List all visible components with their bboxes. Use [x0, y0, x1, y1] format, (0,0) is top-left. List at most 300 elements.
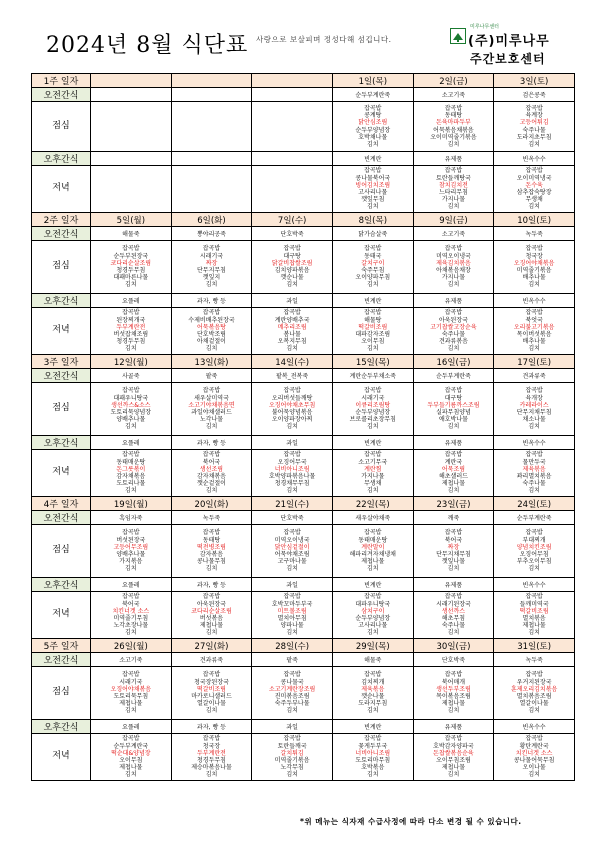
- lunch-row: [32, 383, 575, 436]
- morning-snack: 소고기죽: [91, 653, 172, 667]
- dish-item: 잡곡밥: [122, 529, 140, 537]
- main-dish: 어묵볶음탕: [196, 323, 226, 331]
- lunch-menu: [332, 667, 413, 720]
- main-dish: 계란말이: [361, 543, 385, 551]
- dish-item: 노각무침: [280, 764, 304, 772]
- afternoon-snack: 과자, 빵 등: [171, 294, 252, 308]
- morning-snack: 견과류죽: [171, 653, 252, 667]
- main-dish: 두부계란전: [196, 749, 226, 757]
- lunch-row: [32, 667, 575, 720]
- dish-item: 깻잎지: [202, 274, 221, 282]
- dinner-menu: [494, 592, 575, 639]
- dish-item: 오리버섯들깨탕: [271, 394, 313, 402]
- dish-item: 김치: [528, 487, 540, 495]
- lunch-menu: [494, 383, 575, 436]
- dish-item: 대구탕: [283, 252, 301, 260]
- dish-item: 김치: [125, 487, 137, 495]
- morning-snack: 계란순두부채소죽: [332, 369, 413, 383]
- afternoon-snack: 빈계란: [332, 578, 413, 592]
- dish-item: 제승마볶음나물: [191, 764, 232, 772]
- main-dish: 어묵조림: [441, 465, 466, 473]
- lunch-menu: [413, 383, 494, 436]
- dish-item: 김치: [367, 565, 379, 573]
- dish-item: 잡곡밥: [283, 671, 301, 679]
- main-dish: 고기찹쌀고장순육: [430, 323, 477, 331]
- afternoon-snack: 요플레: [91, 578, 172, 592]
- dish-item: 미역줄기볶음: [274, 757, 310, 764]
- day-header: 6일(화): [171, 213, 252, 227]
- main-dish: 고등어튀김: [519, 119, 549, 127]
- main-dish: 닭안심겉절이: [274, 543, 310, 551]
- dish-item: 양배추나물: [116, 416, 146, 424]
- lunch-menu: [91, 667, 172, 720]
- dish-item: 도라지무침: [358, 700, 388, 708]
- afternoon-snack: 요플레: [91, 436, 172, 450]
- dinner-label: 저녁: [32, 734, 91, 781]
- dinner-row: [32, 308, 575, 355]
- dish-item: 잡곡밥: [122, 735, 140, 743]
- lunch-menu: [494, 525, 575, 578]
- dinner-menu: [171, 592, 252, 639]
- dinner-menu: [91, 450, 172, 497]
- afternoon-snack-row: [32, 436, 575, 450]
- dinner-menu: [413, 308, 494, 355]
- dish-item: 호박꼬마두부국: [271, 600, 313, 608]
- dish-item: 청경두무침: [196, 757, 226, 764]
- afternoon-snack-row: [32, 152, 575, 166]
- main-dish: 고등어무조림: [113, 543, 149, 551]
- dish-item: 잡곡밥: [122, 593, 140, 601]
- main-dish: 미트볼조림: [277, 607, 307, 615]
- dish-item: 오이나물: [522, 764, 546, 772]
- day-header: 28일(수): [252, 639, 333, 653]
- dinner-menu: [413, 734, 494, 781]
- main-dish: 오징어야채볶음: [513, 259, 555, 267]
- dish-item: 목이버섯볶음: [516, 331, 552, 338]
- dish-item: 미역오이냉국: [436, 252, 471, 260]
- org-name: (주)미루나무: [468, 34, 550, 49]
- main-dish: 삼치구이: [361, 607, 385, 615]
- dish-item: 브로콜리초장무침: [349, 416, 396, 424]
- dish-item: 시래기국: [361, 394, 385, 402]
- dish-item: 숙주두부나물: [274, 700, 310, 708]
- main-dish: 돈찹쌀볶음순육: [433, 749, 474, 757]
- dish-item: 김치: [286, 345, 298, 353]
- dish-item: 대패마른나물: [113, 274, 149, 282]
- dish-item: 북어국: [444, 536, 463, 544]
- main-dish: 계란찜: [364, 465, 382, 473]
- dish-item: 도토리마무침: [355, 757, 391, 764]
- afternoon-snack: [252, 152, 333, 166]
- afternoon-snack: 과일: [252, 720, 333, 734]
- lunch-menu: [252, 102, 333, 152]
- dish-item: 어묵야채조림: [274, 551, 310, 558]
- dish-item: 잡곡밥: [525, 245, 543, 253]
- morning-snack: 팥죽: [252, 653, 333, 667]
- dish-item: 잡곡밥: [525, 529, 543, 537]
- dinner-row: [32, 166, 575, 213]
- dish-item: 콩나물국: [280, 678, 304, 686]
- dish-item: 도라지초무침: [516, 133, 552, 141]
- morning-label: 오전간식: [32, 88, 91, 102]
- dish-item: 아채겉절이: [196, 338, 226, 346]
- dish-item: 오이무침: [361, 338, 385, 346]
- dinner-row: [32, 734, 575, 781]
- lunch-menu: [252, 241, 333, 294]
- dish-item: 잡곡밥: [364, 245, 382, 253]
- dish-item: 잡곡밥: [525, 167, 543, 175]
- dish-item: 김치: [125, 281, 137, 289]
- dish-item: 숙주나물: [522, 126, 546, 134]
- morning-snack: 녹두죽: [494, 653, 575, 667]
- dish-item: 계란양배추국: [274, 316, 310, 324]
- dish-item: 김치: [205, 423, 218, 431]
- dish-item: 김치: [367, 203, 379, 211]
- dish-item: 오이무침조림: [436, 757, 471, 764]
- dish-item: 토란들깨탕국: [436, 174, 471, 182]
- dish-item: 도토리묵양념장: [110, 409, 152, 416]
- dish-item: 도토리나물: [116, 480, 146, 488]
- dish-item: 김치: [367, 487, 379, 495]
- morning-snack: 해물죽: [332, 653, 413, 667]
- main-dish: 치킨너겟 소스: [112, 607, 150, 615]
- dish-item: 잡곡밥: [283, 245, 301, 253]
- main-dish: 소고기야채볶음면: [188, 401, 235, 409]
- dish-item: 잡곡밥: [364, 451, 382, 459]
- dish-item: 김치: [528, 281, 540, 289]
- afternoon-snack-row: [32, 578, 575, 592]
- dish-item: 잡곡밥: [283, 387, 301, 395]
- dish-item: 오징어무국: [277, 458, 307, 466]
- dinner-row: [32, 450, 575, 497]
- main-dish: 짜장: [205, 259, 218, 267]
- dish-item: 멸치볶음조림: [516, 693, 552, 700]
- dish-item: 잡곡밥: [202, 735, 221, 743]
- dish-item: 숙주나물: [522, 480, 546, 488]
- lunch-label: 점심: [32, 525, 91, 578]
- day-header: 7일(수): [252, 213, 333, 227]
- dish-item: 제첩나물: [441, 764, 466, 772]
- dish-item: 대파우니탕국: [355, 600, 391, 608]
- lunch-menu: [252, 383, 333, 436]
- page-header: [0, 0, 600, 72]
- dish-item: 김치: [205, 487, 218, 495]
- dish-item: 깻순나물: [280, 274, 304, 282]
- morning-label: 오전간식: [32, 227, 91, 241]
- morning-snack: [171, 88, 252, 102]
- main-dish: 오징어야채볶음: [110, 685, 152, 693]
- lunch-menu: [332, 241, 413, 294]
- lunch-label: 점심: [32, 383, 91, 436]
- afternoon-snack: 과일: [252, 294, 333, 308]
- morning-snack: 팥복_전복죽: [252, 369, 333, 383]
- dish-item: 호박감자양파국: [433, 742, 474, 750]
- dish-item: 버섯볶음: [199, 615, 224, 622]
- dish-item: 김치: [447, 771, 460, 779]
- dish-item: 콩계탕: [364, 112, 382, 120]
- dish-item: 멸치볶음: [522, 615, 546, 622]
- main-dish: 생선두부조림: [436, 685, 471, 693]
- lunch-menu: [332, 525, 413, 578]
- dish-item: 잡곡밥: [202, 593, 221, 601]
- dinner-menu: [494, 734, 575, 781]
- main-dish: 빙어김치조림: [355, 181, 391, 189]
- dish-item: 김치: [528, 771, 540, 779]
- dinner-menu: [91, 308, 172, 355]
- dish-item: 미역오이냉국: [274, 536, 310, 544]
- dish-item: 가지나물: [361, 473, 385, 480]
- dish-item: 가지볶음: [119, 558, 143, 566]
- main-dish: 생선까스&소스: [111, 401, 151, 409]
- dish-item: 도토리묵무침: [113, 693, 149, 700]
- dish-item: 제첩나물: [361, 558, 385, 566]
- dish-item: 김치: [447, 423, 460, 431]
- dinner-label: 저녁: [32, 308, 91, 355]
- dish-item: 김치: [125, 771, 137, 779]
- afternoon-snack: 과일: [252, 436, 333, 450]
- dish-item: 제첩나물: [119, 700, 143, 708]
- dish-item: 부추오이무침: [516, 558, 552, 566]
- dish-item: 가지나물: [441, 274, 466, 282]
- dish-item: 청국장: [202, 742, 221, 750]
- afternoon-snack: 빈옥수수: [494, 152, 575, 166]
- lunch-menu: [171, 667, 252, 720]
- dish-item: 가지나물: [441, 196, 466, 204]
- dish-item: 잡곡밥: [122, 387, 140, 395]
- dish-item: 김치: [367, 771, 379, 779]
- dish-item: 잡곡밥: [202, 245, 221, 253]
- dish-item: 김치: [125, 565, 137, 573]
- dinner-menu: [494, 308, 575, 355]
- week-row: [32, 213, 575, 227]
- dish-item: 순두부된장국: [113, 252, 149, 260]
- dish-item: 청경두무침: [116, 267, 146, 274]
- dish-item: 김치: [528, 423, 540, 431]
- lunch-menu: [252, 667, 333, 720]
- dinner-menu: [413, 592, 494, 639]
- dish-item: 잡곡밥: [202, 451, 221, 459]
- dish-item: 버섯잡채조림: [113, 331, 149, 338]
- dish-item: 북어국: [202, 458, 221, 466]
- afternoon-snack: 과자, 빵 등: [171, 578, 252, 592]
- dish-item: 고구마나물: [277, 558, 307, 566]
- dish-item: 잡곡밥: [444, 671, 463, 679]
- dish-item: 제첩나물: [119, 764, 143, 772]
- dish-item: 제첩나물: [441, 480, 466, 488]
- morning-snack-row: [32, 653, 575, 667]
- dish-item: 잡곡밥: [525, 451, 543, 459]
- dish-item: 잡곡밥: [364, 104, 382, 112]
- dish-item: 동태매운탕: [116, 458, 146, 466]
- main-dish: 생선까스: [441, 607, 466, 615]
- dish-item: 해파리겨자채냉채: [349, 551, 396, 558]
- afternoon-snack: 빈계란: [332, 720, 413, 734]
- afternoon-snack: 빈옥수수: [494, 294, 575, 308]
- dish-item: 청국장: [525, 252, 543, 260]
- dish-item: 호박볶음: [361, 764, 385, 772]
- dish-item: 김치양파볶음: [274, 267, 310, 274]
- morning-snack: 견과류죽: [494, 369, 575, 383]
- dish-item: 과일야채샐러드: [191, 409, 232, 416]
- dish-item: 김치: [286, 707, 298, 715]
- week-label: 1주 일자: [32, 74, 91, 88]
- dish-item: 단호박조림: [196, 331, 226, 338]
- meal-table: [31, 73, 575, 781]
- dish-item: 제첩나물: [199, 622, 224, 630]
- dish-item: 오이미역줄기볶음: [430, 133, 477, 141]
- dinner-menu: [332, 450, 413, 497]
- day-header: 3일(토): [494, 74, 575, 88]
- afternoon-snack: 유제품: [413, 578, 494, 592]
- dish-item: 김치: [447, 281, 460, 289]
- dish-item: 제첩나물: [441, 700, 466, 708]
- afternoon-snack: 빈옥수수: [494, 578, 575, 592]
- dish-item: 봄나물: [283, 331, 301, 338]
- afternoon-snack: 빈옥수수: [494, 720, 575, 734]
- dinner-menu: [171, 734, 252, 781]
- day-header: 17일(토): [494, 355, 575, 369]
- dish-item: 김치: [286, 423, 298, 431]
- week-row: [32, 355, 575, 369]
- dish-item: 마카로니샐러드: [191, 693, 232, 700]
- dish-item: 물만두국: [522, 458, 546, 466]
- dish-item: 잡곡밥: [122, 309, 140, 317]
- dish-item: 아채볶음채장: [436, 267, 471, 274]
- dish-item: 오복지무침: [277, 338, 307, 346]
- dish-item: 김치: [286, 565, 298, 573]
- dish-item: 잡곡밥: [525, 593, 543, 601]
- main-dish: 떡갈비조림: [519, 607, 549, 615]
- dish-item: 제첩나물: [522, 622, 546, 630]
- dish-item: 김치: [286, 487, 298, 495]
- dinner-label: 저녁: [32, 450, 91, 497]
- lunch-menu: [91, 241, 172, 294]
- dish-item: 김치: [528, 345, 540, 353]
- dish-item: 삼추잡숙탕장: [516, 189, 552, 196]
- dish-item: 배추나물: [522, 274, 546, 282]
- main-dish: 참치김치전: [438, 181, 468, 189]
- dish-item: 콩나물무침: [196, 558, 226, 566]
- logo-caption: 미루나무센터: [470, 24, 499, 30]
- morning-snack: 해물죽: [91, 227, 172, 241]
- dish-item: 김치: [125, 707, 137, 715]
- dinner-menu: [252, 592, 333, 639]
- tree-logo-icon: [450, 28, 466, 44]
- afternoon-snack: 빈옥수수: [494, 436, 575, 450]
- morning-snack-row: [32, 227, 575, 241]
- dish-item: 깻순겉절이: [196, 480, 226, 488]
- afternoon-snack: 빈계란: [332, 436, 413, 450]
- dish-item: 무생채: [525, 196, 543, 204]
- morning-snack: 닭가슴살죽: [332, 227, 413, 241]
- dish-item: 잡곡밥: [202, 387, 221, 395]
- lunch-label: 점심: [32, 241, 91, 294]
- morning-label: 오전간식: [32, 369, 91, 383]
- afternoon-snack: [171, 152, 252, 166]
- lunch-menu: [332, 383, 413, 436]
- main-dish: 이큐리조림탕: [355, 401, 391, 409]
- dish-item: 된장찌개국: [116, 316, 146, 324]
- dish-item: 김치: [125, 345, 137, 353]
- dish-item: 잡곡밥: [364, 593, 382, 601]
- dish-item: 아욱된장국: [196, 600, 226, 608]
- dish-item: 노각나물: [199, 416, 224, 424]
- dish-item: 동태매운탕: [358, 536, 388, 544]
- main-dish: 훈제오리김치볶음: [510, 685, 558, 693]
- dish-item: 잡곡밥: [283, 529, 301, 537]
- dish-item: 오이무침: [119, 757, 143, 764]
- lunch-menu: [413, 667, 494, 720]
- dish-item: 김치: [125, 423, 137, 431]
- dish-item: 미역줄기무침: [113, 615, 149, 622]
- main-dish: 생선조림: [199, 465, 224, 473]
- main-dish: 코다리순살조림: [191, 607, 232, 615]
- day-header: 8일(목): [332, 213, 413, 227]
- afternoon-snack: 요플레: [91, 294, 172, 308]
- dish-item: 잡곡밥: [444, 387, 463, 395]
- dinner-row: [32, 592, 575, 639]
- dish-item: 잡곡밥: [283, 593, 301, 601]
- morning-snack: 녹두죽: [494, 227, 575, 241]
- main-dish: 두부계란전: [116, 323, 146, 331]
- main-dish: 떡순대&양념장: [111, 749, 151, 757]
- main-dish: 갈치튀김: [280, 749, 304, 757]
- day-header: 10일(토): [494, 213, 575, 227]
- week-row: [32, 74, 575, 88]
- afternoon-label: 오후간식: [32, 436, 91, 450]
- dish-item: 느타리무침: [438, 189, 468, 196]
- dish-item: 잡곡밥: [525, 104, 543, 112]
- dish-item: 김치: [205, 345, 218, 353]
- morning-snack: [252, 88, 333, 102]
- day-header: 22일(목): [332, 497, 413, 511]
- dish-item: 무생채: [364, 480, 382, 488]
- main-dish: 떡갈비조림: [358, 323, 388, 331]
- dinner-menu: [91, 734, 172, 781]
- dish-item: 잡곡밥: [525, 671, 543, 679]
- dish-item: 실파무침양념: [436, 409, 471, 416]
- main-dish: 소고기계란장조림: [268, 685, 316, 693]
- dish-item: 동태탕: [202, 536, 221, 544]
- lunch-label: 점심: [32, 667, 91, 720]
- dish-item: 꽃게두부국: [358, 742, 388, 750]
- day-header: 24일(토): [494, 497, 575, 511]
- morning-snack: 녹두죽: [171, 511, 252, 525]
- dish-item: 김치: [447, 203, 460, 211]
- dish-item: 어묵볶음채볶음: [433, 126, 474, 134]
- dish-item: 김치찌개: [361, 678, 385, 686]
- slogan: 사랑으로 보살피며 정성다해 섬깁니다.: [256, 35, 392, 44]
- main-dish: 닭갈비찹쌀조림: [271, 259, 313, 267]
- dinner-menu: [171, 308, 252, 355]
- dish-item: 꽈리멸치볶음: [516, 473, 552, 480]
- morning-snack-row: [32, 511, 575, 525]
- morning-label: 오전간식: [32, 653, 91, 667]
- main-dish: 오리불고기볶음: [513, 323, 555, 331]
- main-dish: 너비아니조림: [355, 749, 391, 757]
- dish-item: 순두부계란국: [113, 742, 149, 750]
- dish-item: 호박양파볶음나물: [268, 473, 316, 480]
- dish-item: 김치: [205, 565, 218, 573]
- dinner-menu: [252, 450, 333, 497]
- main-dish: 카레라이스: [519, 401, 549, 409]
- lunch-menu: [171, 525, 252, 578]
- dish-item: 콩나물북어국: [355, 174, 391, 182]
- dish-item: 잡곡밥: [364, 387, 382, 395]
- dinner-menu: [413, 166, 494, 213]
- morning-snack: 사골죽: [91, 369, 172, 383]
- dinner-menu: [171, 450, 252, 497]
